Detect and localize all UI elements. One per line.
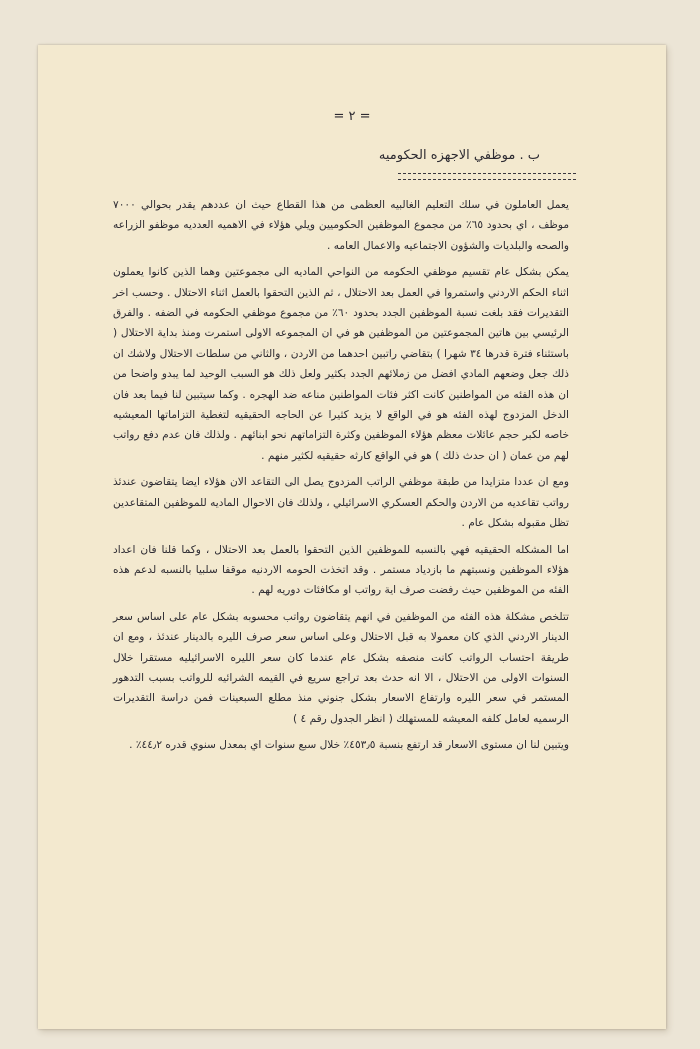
title-underline <box>398 173 576 180</box>
paragraph: يمكن بشكل عام تقسيم موظفي الحكومه من النواحي الماديه الى مجموعتين وهما الذين كانوا يعملون اثناء الحكم الاردني واستمروا في العمل بعد الاحتلال ، ثم الذين التحقوا بالعمل اثناء الاحتلال . وحسب اخر التقديرات فقد بلغت نسبة الموظفين الجدد بحدود ٦٠٪ من مجموع موظفي الحكومه في الضفه . والفرق الرئيسي بين هاتين المجموعتين من الموظفين هو في ان المجموعه الاولى استمرت ومنذ بداية الاحتلال ( باستثناء فترة قدرها ٣٤ شهرا ) بتقاضي راتبين احدهما من الاردن ، والثاني من سلطات الاحتلال ولاشك ان ذلك جعل وضعهم المادي افضل من زملائهم الجدد بكثير ولعل ذلك هو السبب الوحيد لما يبدو واضحا من ان هذه الفئه من المواطنين كانت اكثر فئات المواطنين مناعه ضد الهجره . وكما سيتبين لنا فيما بعد فان الدخل المزدوج لهذه الفئه هو في الواقع لا يزيد كثيرا عن الحاجه الحقيقيه لتغطية التزاماتها المعيشيه خاصه لكبر حجم عائلات معظم هؤلاء الموظفين وكثرة التزاماتهم نحو ابنائهم . ولذلك فان عدم دفع رواتب لهم من عمان ( ان حدث ذلك ) هو في الواقع كارثه حقيقيه لكثير منهم . <box>113 266 570 462</box>
section-title: ب . موظفي الاجهزه الحكوميه <box>378 148 540 163</box>
paragraph: اما المشكله الحقيقيه فهي بالنسبه للموظفين الذين التحقوا بالعمل بعد الاحتلال ، وكما قلنا فان اعداد هؤلاء الموظفين ونسبتهم ما بازدياد مستمر . وقد اتخذت الحومه الاردنيه موقفا سلبيا بالنسبه لدعم هذه الفئه من الموظفين حيث رفضت صرف اية رواتب او مكافئات دوريه لهم . <box>113 543 569 597</box>
paragraph: تتلخص مشكلة هذه الفئه من الموظفين في انهم يتقاضون رواتب محسوبه بشكل عام على اساس سعر الدينار الاردني الذي كان معمولا به قبل الاحتلال وعلى اساس سعر صرف الليره بالدينار عندئذ ، ومع ان طريقة احتساب الرواتب كانت منصفه بشكل عام عندما كان سعر الليره الاسرائيليه مستقرا خلال السنوات الاولى من الاحتلال ، الا انه حدث بعد تراجع سريع في القيمه الشرائيه للرواتب بسبب التدهور المستمر في سعر الليره وارتفاع الاسعار بشكل جنوني منذ مطلع السبعينات فمن دراسة التقديرات الرسميه لعامل كلفه المعيشه للمستهلك ( انظر الجدول رقم ٤ ) <box>113 610 569 725</box>
paragraph: يعمل العاملون في سلك التعليم الغالبيه العظمى من هذا القطاع حيث ان عددهم يقدر بحوالي ٧٠٠٠ موظف ، اي بحدود ٦٥٪ من مجموع الموظفين الحكوميين ويلي هؤلاء في الاهميه العدديه موظفو الزراعه والصحه والبلديات والشؤون الاجتماعيه والاعمال العامه . <box>113 199 569 252</box>
page-number: = ٢ = <box>333 109 371 124</box>
paragraph: ويتبين لنا ان مستوى الاسعار قد ارتفع بنسبة ٤٥٣٫٥٪ خلال سبع سنوات اي بمعدل سنوي قدره ٤٤٫٢٪ . <box>129 739 569 752</box>
document-page <box>38 45 666 1029</box>
paragraph: ومع ان عددا متزايدا من طبقة موظفي الراتب المزدوج يصل الى التقاعد الان هؤلاء ايضا يتقاضون عندئذ رواتب تقاعديه من الاردن والحكم العسكري الاسرائيلي ، ولذلك فان الاحوال الماديه للموظفين المتقاعدين تظل مقبوله بشكل عام . <box>113 476 569 530</box>
document-body <box>113 195 569 762</box>
